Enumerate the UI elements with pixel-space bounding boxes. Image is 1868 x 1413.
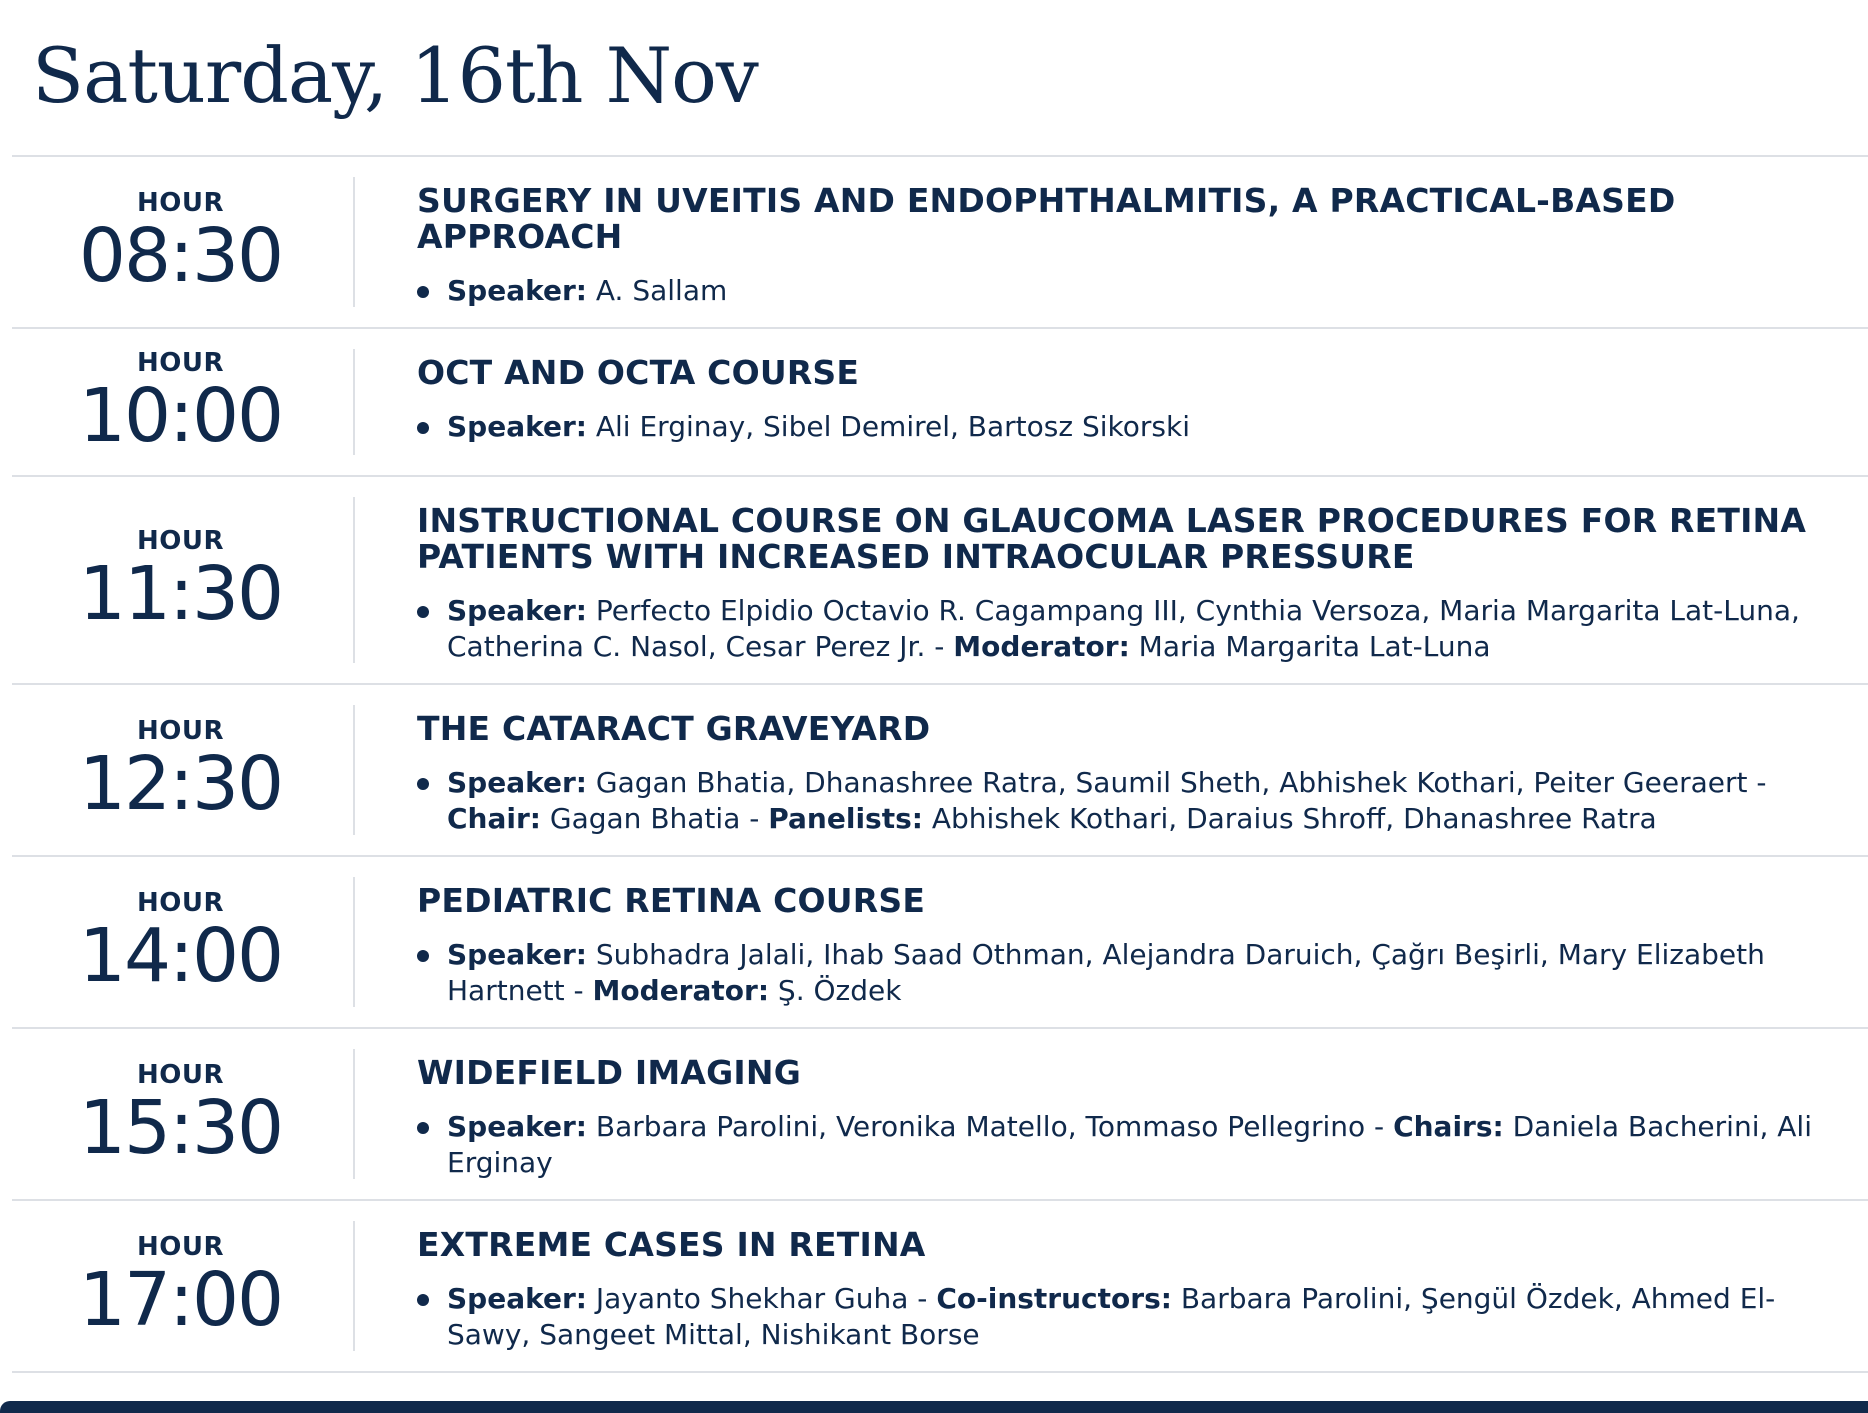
hour-label: HOUR <box>137 1060 224 1090</box>
session-title: OCT AND OCTA COURSE <box>417 353 860 392</box>
detail-text: Ali Erginay, Sibel Demirel, Bartosz Sikorski <box>586 410 1190 443</box>
session-row <box>12 1201 1868 1373</box>
hour-label: HOUR <box>137 1232 224 1262</box>
session-row <box>12 685 1868 857</box>
session-time <box>12 348 355 459</box>
hour-label: HOUR <box>137 888 224 918</box>
session-content <box>355 857 1868 1027</box>
session-row <box>12 857 1868 1029</box>
session-time <box>12 497 355 663</box>
detail-text: Barbara Parolini, Şengül Özdek, Ahmed El-Sawy, Sangeet Mittal, Nishikant Borse <box>447 1282 1776 1351</box>
hour-value: 11:30 <box>78 551 283 637</box>
detail-label: Moderator: <box>592 974 770 1007</box>
detail-label: Co-instructors: <box>936 1282 1172 1315</box>
session-time <box>12 877 355 1007</box>
hour-value: 14:00 <box>78 913 283 999</box>
detail-label: Speaker: <box>447 594 587 627</box>
bottom-bar <box>0 1401 1868 1413</box>
detail-label: Chairs: <box>1393 1110 1504 1143</box>
detail-text: Abhishek Kothari, Daraius Shroff, Dhanashree Ratra <box>922 802 1657 835</box>
detail-text: A. Sallam <box>586 274 728 307</box>
bullet-icon <box>417 422 429 434</box>
session-content <box>355 1029 1868 1199</box>
detail-label: Moderator: <box>953 630 1130 663</box>
session-time <box>12 1221 355 1351</box>
bullet-icon <box>417 1294 429 1306</box>
bullet-icon <box>417 286 429 298</box>
detail-label: Speaker: <box>447 1110 587 1143</box>
session-content <box>355 685 1868 855</box>
hour-value: 10:00 <box>78 373 283 459</box>
detail-label: Speaker: <box>447 1282 587 1315</box>
session-title: EXTREME CASES IN RETINA <box>417 1225 926 1264</box>
detail-text: Gagan Bhatia, Dhanashree Ratra, Saumil Sheth, Abhishek Kothari, Peiter Geeraert - <box>586 766 1767 799</box>
day-title: Saturday, 16th Nov <box>32 31 758 120</box>
schedule-list <box>12 155 1868 1373</box>
detail-label: Speaker: <box>447 766 587 799</box>
session-details <box>417 1109 1848 1181</box>
session-row <box>12 329 1868 477</box>
session-title: INSTRUCTIONAL COURSE ON GLAUCOMA LASER PROCEDURES FOR RETINA PATIENTS WITH INCREASED INTRAOCULAR PRESSURE <box>417 501 1807 576</box>
session-title: PEDIATRIC RETINA COURSE <box>417 881 926 920</box>
detail-text: Ş. Özdek <box>769 974 902 1007</box>
session-row <box>12 157 1868 329</box>
session-details <box>417 593 1848 665</box>
detail-text: Barbara Parolini, Veronika Matello, Tommaso Pellegrino - <box>586 1110 1394 1143</box>
session-time <box>12 177 355 307</box>
hour-label: HOUR <box>137 716 224 746</box>
session-row <box>12 1029 1868 1201</box>
detail-text: Gagan Bhatia - <box>540 802 769 835</box>
session-details <box>417 765 1848 837</box>
session-content <box>355 1201 1868 1371</box>
detail-label: Speaker: <box>447 410 587 443</box>
detail-text: Maria Margarita Lat-Luna <box>1129 630 1491 663</box>
session-details <box>417 273 1848 309</box>
session-content <box>355 477 1868 683</box>
session-title: SURGERY IN UVEITIS AND ENDOPHTHALMITIS, A PRACTICAL-BASED APPROACH <box>417 181 1676 256</box>
detail-label: Speaker: <box>447 274 587 307</box>
session-details <box>417 937 1848 1009</box>
detail-text: Subhadra Jalali, Ihab Saad Othman, Alejandra Daruich, Çağrı Beşirli, Mary Elizabeth Hartnett - <box>447 938 1765 1007</box>
detail-text: Perfecto Elpidio Octavio R. Cagampang III, Cynthia Versoza, Maria Margarita Lat-Luna, Catherina C. Nasol, Cesar Perez Jr. - <box>447 594 1800 663</box>
detail-label: Panelists: <box>768 802 923 835</box>
session-time <box>12 1049 355 1179</box>
session-time <box>12 705 355 835</box>
detail-label: Speaker: <box>447 938 587 971</box>
session-details <box>417 1281 1848 1353</box>
session-title: WIDEFIELD IMAGING <box>417 1053 802 1092</box>
session-content <box>355 329 1868 475</box>
detail-label: Chair: <box>447 802 541 835</box>
bullet-icon <box>417 606 429 618</box>
detail-text: Jayanto Shekhar Guha - <box>586 1282 937 1315</box>
detail-text: Daniela Bacherini, Ali Erginay <box>447 1110 1812 1179</box>
hour-value: 12:30 <box>78 741 283 827</box>
session-details <box>417 409 1848 445</box>
hour-label: HOUR <box>137 348 224 378</box>
bullet-icon <box>417 1122 429 1134</box>
hour-label: HOUR <box>137 188 224 218</box>
hour-label: HOUR <box>137 526 224 556</box>
bullet-icon <box>417 950 429 962</box>
session-title: THE CATARACT GRAVEYARD <box>417 709 931 748</box>
hour-value: 08:30 <box>78 213 283 299</box>
bullet-icon <box>417 778 429 790</box>
session-row <box>12 477 1868 685</box>
hour-value: 17:00 <box>78 1257 283 1343</box>
session-content <box>355 157 1868 327</box>
hour-value: 15:30 <box>78 1085 283 1171</box>
